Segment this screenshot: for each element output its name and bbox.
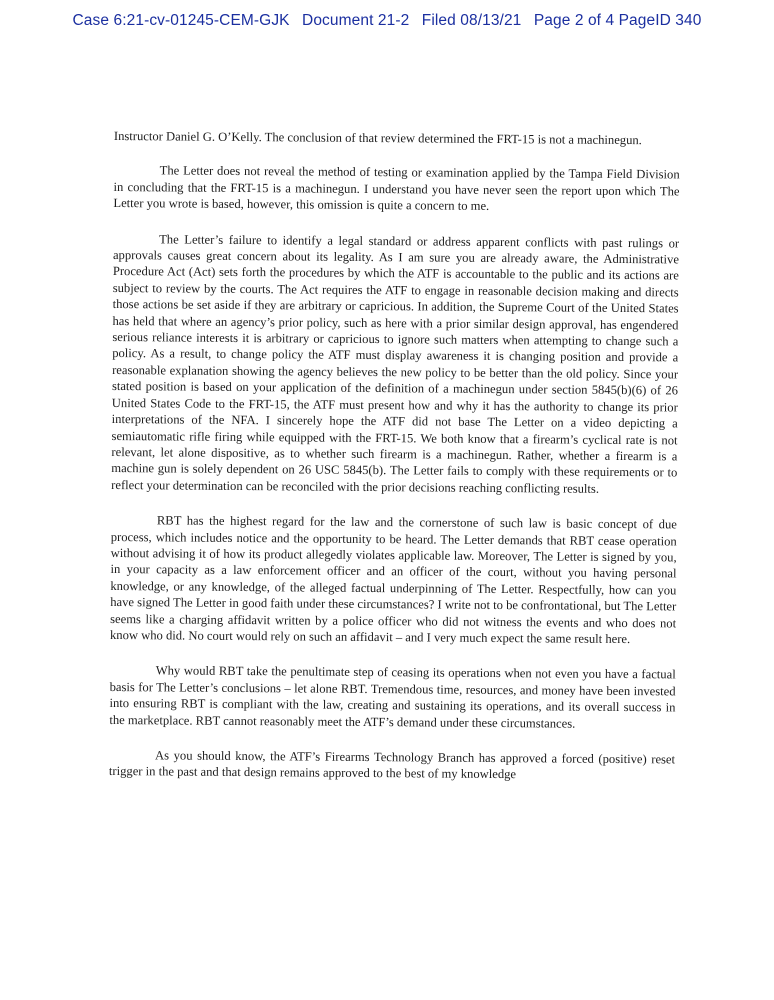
page-id: Page 2 of 4 PageID 340 xyxy=(533,12,702,29)
paragraph-2: The Letter does not reveal the method of testing or examination applied by the Tampa Field Division in concluding that the FRT-15 is a machinegun. I understand you have never seen the report upon which The Letter you wrote is based, however, this omission is quite a concern to me. xyxy=(113,163,680,214)
paragraph-5: Why would RBT take the penultimate step of ceasing its operations when not even you have a factual basis for The Letter’s conclusions – let alone RBT. Tremendous time, resources, and money have been invested into ensuring RBT is compliant with the law, creating and sustaining its operations, and its overall success in the marketplace. RBT cannot reasonably meet the ATF’s demand under these circumstances. xyxy=(109,663,676,731)
document-number: Document 21-2 xyxy=(302,12,410,29)
paragraph-4: RBT has the highest regard for the law and the cornerstone of such law is basic concept of due process, which includes notice and the opportunity to be heard. The Letter demands that RBT cease operation without advising it of how its product allegedly violates applicable law. Moreover, The Letter is signed by you, in your capacity as a law enforcement officer and an officer of the court, without you having personal knowledge, or any knowledge, of the alleged factual underpinning of The Letter. Respectfully, how can you have signed The Letter in good faith under these circumstances? I write not to be confrontational, but The Letter seems like a charging affidavit written by a police officer who did not witness the events and who does not know who did. No court would rely on such an affidavit – and I very much expect the same result here. xyxy=(109,513,677,647)
paragraph-1: Instructor Daniel G. O’Kelly. The conclusion of that review determined the FRT-15 is not a machinegun. xyxy=(113,128,642,148)
case-header xyxy=(0,12,774,30)
letter-body xyxy=(109,128,680,803)
paragraph-6: As you should know, the ATF’s Firearms Technology Branch has approved a forced (positive) reset trigger in the past and that design remains approved to the best of my knowledge xyxy=(108,748,676,782)
case-number: Case 6:21-cv-01245-CEM-GJK xyxy=(72,12,290,29)
filed-date: Filed 08/13/21 xyxy=(421,12,522,29)
paragraph-3: The Letter’s failure to identify a legal standard or address apparent conflicts with past rulings or approvals causes great concern about its legality. As I am sure you are already aware, the Administrative Procedure Act (Act) sets forth the procedures by which the ATF is accountable to the public and its actions are subject to review by the courts. The Act requires the ATF to engage in reasonable decision making and directs those actions be set aside if they are arbitrary or capricious. In addition, the Supreme Court of the United States has held that where an agency’s prior policy, such as here with a prior similar design approval, has engendered serious reliance interests it is arbitrary or capricious to ignore such matters when attempting to change such a policy. As a result, to change policy the ATF must display awareness it is changing position and provide a reasonable explanation showing the agency believes the new policy to be better than the old policy. Since your stated position is based on your application of the definition of a machinegun under section 5845(b)(6) of 26 United States Code to the FRT-15, the ATF must present how and why it has the authority to change its prior interpretations of the NFA. I sincerely hope the ATF did not base The Letter on a video depicting a semiautomatic rifle firing while equipped with the FRT-15. We both know that a firearm’s cyclical rate is not relevant, let alone dispositive, as to whether such firearm is a machinegun. Rather, whether a firearm is a machine gun is solely dependent on 26 USC 5845(b). The Letter fails to comply with these requirements or to reflect your determination can be reconciled with the prior decisions reaching conflicting results. xyxy=(111,231,680,496)
